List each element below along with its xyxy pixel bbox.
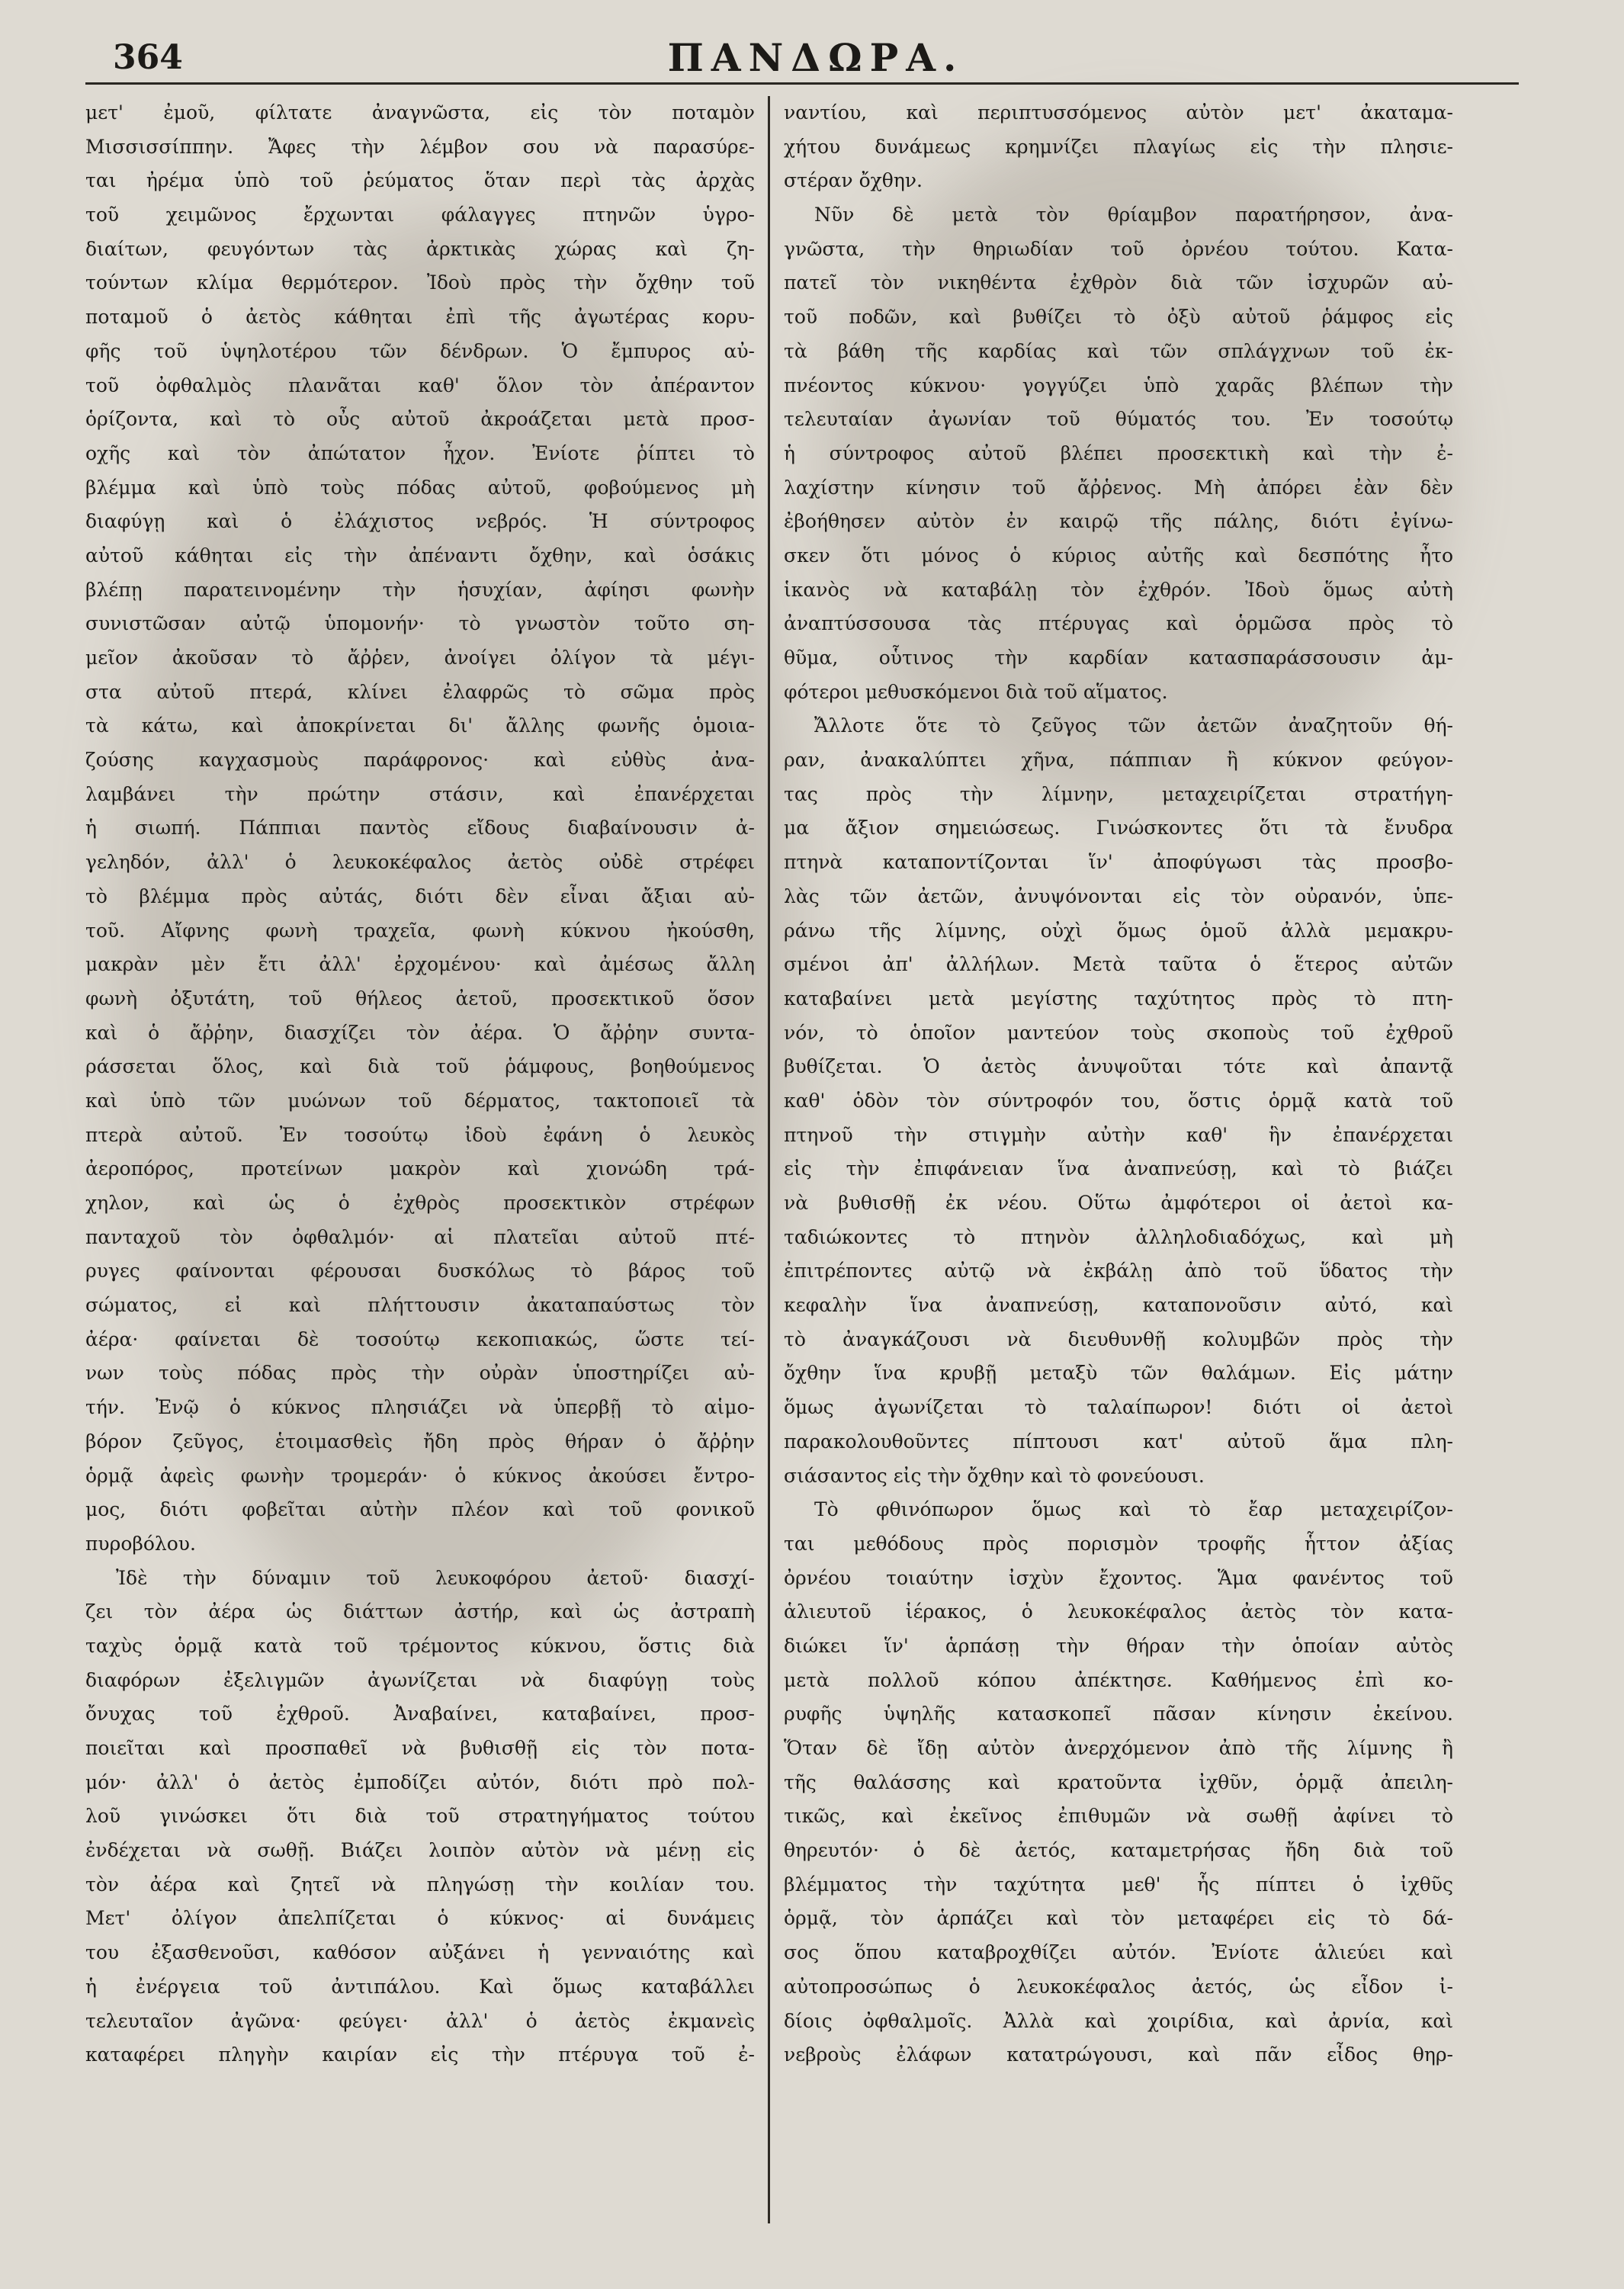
text-line: ται μεθόδους πρὸς πορισμὸν τροφῆς ἧττον ἀξίας [784,1532,1453,1555]
text-line: καταφέρει πληγὴν καιρίαν εἰς τὴν πτέρυγα τοῦ ἐ- [85,2043,755,2066]
text-line: σος ὅπου καταβροχθίζει αὐτόν. Ἐνίοτε ἁλιεύει καὶ [784,1941,1453,1964]
text-line: νεβροὺς ἐλάφων κατατρώγουσι, καὶ πᾶν εἶδος θηρ- [784,2043,1453,2066]
text-line: Τὸ φθινόπωρον ὅμως καὶ τὸ ἔαρ μεταχειρίζον- [814,1498,1453,1521]
text-line: πτηνοῦ τὴν στιγμὴν αὐτὴν καθ' ἣν ἐπανέρχεται [784,1123,1453,1146]
text-line: πανταχοῦ τὸν ὀφθαλμόν· αἱ πλατεῖαι αὐτοῦ πτέ- [85,1225,755,1248]
text-line: στα αὐτοῦ πτερά, κλίνει ἐλαφρῶς τὸ σῶμα πρὸς [85,680,755,703]
text-line: λοῦ γινώσκει ὅτι διὰ τοῦ στρατηγήματος τούτου [85,1805,755,1828]
text-line: Μετ' ὀλίγον ἀπελπίζεται ὁ κύκνος· αἱ δυνάμεις [85,1907,755,1930]
text-line: πυροβόλου. [85,1532,196,1555]
text-line: σώματος, εἰ καὶ πλήττουσιν ἀκαταπαύστως τὸν [85,1294,755,1317]
text-line: μεῖον ἀκοῦσαν τὸ ἄῤῥεν, ἀνοίγει ὀλίγον τὰ μέγι- [85,647,755,669]
column-divider [768,96,770,2223]
text-line: Ὅταν δὲ ἴδῃ αὐτὸν ἀνερχόμενον ἀπὸ τῆς λίμνης ἢ [784,1737,1453,1759]
left-column [85,96,755,2072]
text-line: παρακολουθοῦντες πίπτουσι κατ' αὐτοῦ ἅμα πλη- [784,1430,1453,1453]
text-line: βλέμμα καὶ ὑπὸ τοὺς πόδας αὐτοῦ, φοβούμενος μὴ [85,476,755,499]
text-line: νων τοὺς πόδας πρὸς τὴν οὐρὰν ὑποστηρίζει αὐ- [85,1362,755,1385]
right-column [784,96,1453,2072]
text-line: ὄχθην ἵνα κρυβῇ μεταξὺ τῶν θαλάμων. Εἰς μάτην [784,1362,1453,1385]
text-line: τούντων κλίμα θερμότερον. Ἰδοὺ πρὸς τὴν ὄχθην τοῦ [85,271,755,294]
text-line: ἀναπτύσσουσα τὰς πτέρυγας καὶ ὁρμῶσα πρὸς τὸ [784,612,1453,635]
text-line: τήν. Ἐνῷ ὁ κύκνος πλησιάζει νὰ ὑπερβῇ τὸ αἱμο- [85,1396,755,1419]
text-line: ἁλιευτοῦ ἱέρακος, ὁ λευκοκέφαλος ἀετὸς τὸν κατα- [784,1600,1453,1623]
text-line: στέραν ὄχθην. [784,169,923,192]
text-line: ἐβοήθησεν αὐτὸν ἐν καιρῷ τῆς πάλης, διότι ἐγίνω- [784,510,1453,533]
text-line: ράνω τῆς λίμνης, οὐχὶ ὅμως ὁμοῦ ἀλλὰ μεμακρυ- [784,919,1453,942]
text-line: ζούσης καγχασμοὺς παράφρονος· καὶ εὐθὺς ἀνα- [85,749,755,772]
text-line: Ἰδὲ τὴν δύναμιν τοῦ λευκοφόρου ἀετοῦ· διασχί- [116,1566,755,1589]
text-line: αὐτοῦ κάθηται εἰς τὴν ἀπέναντι ὄχθην, καὶ ὁσάκις [85,544,755,567]
text-line: θῦμα, οὗτινος τὴν καρδίαν κατασπαράσσουσιν ἀμ- [784,647,1453,669]
text-line: καὶ ὁ ἄῤῥην, διασχίζει τὸν ἀέρα. Ὁ ἄῤῥην συντα- [85,1021,755,1044]
text-line: εἰς τὴν ἐπιφάνειαν ἵνα ἀναπνεύσῃ, καὶ τὸ βιάζει [784,1157,1453,1180]
text-line: νὰ βυθισθῇ ἐκ νέου. Οὕτω ἀμφότεροι οἱ ἀετοὶ κα- [784,1192,1453,1214]
text-line: ταχὺς ὁρμᾷ κατὰ τοῦ τρέμοντος κύκνου, ὅστις διὰ [85,1634,755,1657]
text-line: χηλον, καὶ ὡς ὁ ἐχθρὸς προσεκτικὸν στρέφων [85,1192,755,1214]
text-line: διαφύγῃ καὶ ὁ ἐλάχιστος νεβρός. Ἡ σύντροφος [85,510,755,533]
text-line: καὶ ὑπὸ τῶν μυώνων τοῦ δέρματος, τακτοποιεῖ τὰ [85,1089,755,1112]
text-line: κεφαλὴν ἵνα ἀναπνεύσῃ, καταπονοῦσιν αὐτό, καὶ [784,1294,1453,1317]
header-rule [85,82,1519,85]
text-line: πτηνὰ καταποντίζονται ἵν' ἀποφύγωσι τὰς προσβο- [784,851,1453,874]
text-line: ρυγες φαίνονται φέρουσαι δυσκόλως τὸ βάρος τοῦ [85,1260,755,1283]
text-line: βλέπῃ παρατεινομένην τὴν ἡσυχίαν, ἀφίησι φωνὴν [85,578,755,601]
text-line: διώκει ἵν' ἁρπάσῃ τὴν θήραν τὴν ὁποίαν αὐτὸς [784,1634,1453,1657]
text-line: ρυφῆς ὑψηλῆς κατασκοπεῖ πᾶσαν κίνησιν ἐκείνου. [784,1703,1453,1726]
text-line: ἱκανὸς νὰ καταβάλῃ τὸν ἐχθρόν. Ἰδοὺ ὅμως αὐτὴ [784,578,1453,601]
text-line: τελευταίαν ἀγωνίαν τοῦ θύματός του. Ἐν τοσούτῳ [784,408,1453,431]
text-line: συνιστῶσαν αὐτῷ ὑπομονήν· τὸ γνωστὸν τοῦτο ση- [85,612,755,635]
running-title: ΠΑΝΔΩΡΑ. [667,35,964,80]
text-line: διαφόρων ἐξελιγμῶν ἀγωνίζεται νὰ διαφύγῃ τοὺς [85,1668,755,1691]
text-line: καταβαίνει μετὰ μεγίστης ταχύτητος πρὸς τὸ πτη- [784,987,1453,1010]
text-line: του ἐξασθενοῦσι, καθόσον αὐξάνει ἡ γενναιότης καὶ [85,1941,755,1964]
text-line: ὁρίζοντα, καὶ τὸ οὖς αὐτοῦ ἀκροάζεται μετὰ προσ- [85,408,755,431]
text-line: πνέοντος κύκνου· γογγύζει ὑπὸ χαρᾶς βλέπων τὴν [784,374,1453,396]
text-line: ἡ σιωπή. Πάππιαι παντὸς εἴδους διαβαίνουσιν ἀ- [85,817,755,840]
text-line: φωνὴ ὀξυτάτη, τοῦ θήλεος ἀετοῦ, προσεκτικοῦ ὅσον [85,987,755,1010]
page-header [99,30,1533,84]
text-line: θηρευτόν· ὁ δὲ ἀετός, καταμετρήσας ἤδη διὰ τοῦ [784,1839,1453,1862]
text-line: λαμβάνει τὴν πρώτην στάσιν, καὶ ἐπανέρχεται [85,782,755,805]
text-line: ράσσεται ὅλος, καὶ διὰ τοῦ ῥάμφους, βοηθούμενος [85,1055,755,1078]
text-line: βυθίζεται. Ὁ ἀετὸς ἀνυψοῦται τότε καὶ ἀπαντᾷ [784,1055,1453,1078]
text-line: ἀέρα· φαίνεται δὲ τοσούτῳ κεκοπιακώς, ὥστε τεί- [85,1327,755,1350]
text-line: γνῶστα, τὴν θηριωδίαν τοῦ ὀρνέου τούτου. Κατα- [784,237,1453,260]
text-line: ἡ ἐνέργεια τοῦ ἀντιπάλου. Καὶ ὅμως καταβάλλει [85,1975,755,1998]
text-line: βόρον ζεῦγος, ἑτοιμασθεὶς ἤδη πρὸς θήραν ὁ ἄῤῥην [85,1430,755,1453]
text-line: φότεροι μεθυσκόμενοι διὰ τοῦ αἵματος. [784,680,1168,703]
text-line: φῆς τοῦ ὑψηλοτέρου τῶν δένδρων. Ὁ ἔμπυρος αὐ- [85,339,755,362]
text-line: Ἄλλοτε ὅτε τὸ ζεῦγος τῶν ἀετῶν ἀναζητοῦν θή- [814,714,1453,737]
text-line: δίοις ὀφθαλμοῖς. Ἀλλὰ καὶ χοιρίδια, καὶ ἀρνία, καὶ [784,2009,1453,2032]
text-line: τὰ βάθη τῆς καρδίας καὶ τῶν σπλάγχνων τοῦ ἐκ- [784,339,1453,362]
text-line: τοῦ χειμῶνος ἔρχωνται φάλαγγες πτηνῶν ὑγρο- [85,204,755,226]
text-line: ποιεῖται καὶ προσπαθεῖ νὰ βυθισθῇ εἰς τὸν ποτα- [85,1737,755,1759]
page-number: 364 [113,38,183,77]
text-line: ταδιώκοντες τὸ πτηνὸν ἀλληλοδιαδόχως, καὶ μὴ [784,1225,1453,1248]
text-line: ται ἠρέμα ὑπὸ τοῦ ῥεύματος ὅταν περὶ τὰς ἀρχὰς [85,169,755,192]
text-line: ὄνυχας τοῦ ἐχθροῦ. Ἀναβαίνει, καταβαίνει, προσ- [85,1703,755,1726]
text-line: λαχίστην κίνησιν τοῦ ἄῤῥενος. Μὴ ἀπόρει ἐὰν δὲν [784,476,1453,499]
text-line: σμένοι ἀπ' ἀλλήλων. Μετὰ ταῦτα ὁ ἕτερος αὐτῶν [784,953,1453,976]
text-line: λὰς τῶν ἀετῶν, ἀνυψόνονται εἰς τὸν οὐρανόν, ὑπε- [784,884,1453,907]
text-line: ἐνδέχεται νὰ σωθῇ. Βιάζει λοιπὸν αὐτὸν νὰ μένῃ εἰς [85,1839,755,1862]
text-line: τὸ βλέμμα πρὸς αὐτάς, διότι δὲν εἶναι ἄξιαι αὐ- [85,884,755,907]
text-line: Νῦν δὲ μετὰ τὸν θρίαμβον παρατήρησον, ἀνα- [814,204,1453,226]
text-line: διαίτων, φευγόντων τὰς ἀρκτικὰς χώρας καὶ ζη- [85,237,755,260]
text-line: αὐτοπροσώπως ὁ λευκοκέφαλος ἀετός, ὡς εἶδον ἰ- [784,1975,1453,1998]
text-line: σιάσαντος εἰς τὴν ὄχθην καὶ τὸ φονεύουσι. [784,1464,1205,1487]
text-line: μος, διότι φοβεῖται αὐτὴν πλέον καὶ τοῦ φονικοῦ [85,1498,755,1521]
text-line: πτερὰ αὐτοῦ. Ἐν τοσούτῳ ἰδοὺ ἐφάνη ὁ λευκὸς [85,1123,755,1146]
text-line: τικῶς, καὶ ἐκεῖνος ἐπιθυμῶν νὰ σωθῇ ἀφίνει τὸ [784,1805,1453,1828]
text-line: τελευταῖον ἀγῶνα· φεύγει· ἀλλ' ὁ ἀετὸς ἐκμανεὶς [85,2009,755,2032]
text-line: βλέμματος τὴν ταχύτητα μεθ' ἧς πίπτει ὁ ἰχθῦς [784,1873,1453,1896]
text-line: καθ' ὁδὸν τὸν σύντροφόν του, ὅστις ὁρμᾷ κατὰ τοῦ [784,1089,1453,1112]
text-line: τὰ κάτω, καὶ ἀποκρίνεται δι' ἄλλης φωνῆς ὁμοια- [85,714,755,737]
text-line: τας πρὸς τὴν λίμνην, μεταχειρίζεται στρατήγη- [784,782,1453,805]
text-line: τοῦ ὀφθαλμὸς πλανᾶται καθ' ὅλον τὸν ἀπέραντον [85,374,755,396]
text-line: μακρὰν μὲν ἔτι ἀλλ' ἐρχομένου· καὶ ἀμέσως ἄλλη [85,953,755,976]
text-line: ὀρνέου τοιαύτην ἰσχὺν ἔχοντος. Ἅμα φανέντος τοῦ [784,1566,1453,1589]
text-line: τὸν ἀέρα καὶ ζητεῖ νὰ πληγώσῃ τὴν κοιλίαν του. [85,1873,755,1896]
text-line: νόν, τὸ ὁποῖον μαντεύον τοὺς σκοποὺς τοῦ ἐχθροῦ [784,1021,1453,1044]
text-line: ὁρμᾷ ἀφεὶς φωνὴν τρομεράν· ὁ κύκνος ἀκούσει ἔντρο- [85,1464,755,1487]
text-line: ναντίου, καὶ περιπτυσσόμενος αὐτὸν μετ' ἀκαταμα- [784,101,1453,124]
text-line: ποταμοῦ ὁ ἀετὸς κάθηται ἐπὶ τῆς ἀγωτέρας κορυ- [85,306,755,329]
text-line: πατεῖ τὸν νικηθέντα ἐχθρὸν διὰ τῶν ἰσχυρῶν αὐ- [784,271,1453,294]
text-line: Μισσισσίππην. Ἄφες τὴν λέμβον σου νὰ παρασύρε- [85,135,755,158]
text-line: μόν· ἀλλ' ὁ ἀετὸς ἐμποδίζει αὐτόν, διότι πρὸ πολ- [85,1771,755,1793]
text-line: σκεν ὅτι μόνος ὁ κύριος αὐτῆς καὶ δεσπότης ἦτο [784,544,1453,567]
text-line: ἀεροπόρος, προτείνων μακρὸν καὶ χιονώδη τρά- [85,1157,755,1180]
text-line: οχῆς καὶ τὸν ἀπώτατον ἦχον. Ἐνίοτε ῥίπτει τὸ [85,441,755,464]
text-line: μα ἄξιον σημειώσεως. Γινώσκοντες ὅτι τὰ ἔνυδρα [784,817,1453,840]
text-line: ἡ σύντροφος αὐτοῦ βλέπει προσεκτικὴ καὶ τὴν ἐ- [784,441,1453,464]
text-line: γεληδόν, ἀλλ' ὁ λευκοκέφαλος ἀετὸς οὐδὲ στρέφει [85,851,755,874]
text-line: μετὰ πολλοῦ κόπου ἀπέκτησε. Καθήμενος ἐπὶ κο- [784,1668,1453,1691]
text-line: τῆς θαλάσσης καὶ κρατοῦντα ἰχθῦν, ὁρμᾷ ἀπειλη- [784,1771,1453,1793]
text-line: ζει τὸν ἀέρα ὡς διάττων ἀστήρ, καὶ ὡς ἀστραπὴ [85,1600,755,1623]
text-line: τοῦ. Αἴφνης φωνὴ τραχεῖα, φωνὴ κύκνου ἠκούσθη, [85,919,755,942]
text-line: μετ' ἐμοῦ, φίλτατε ἀναγνῶστα, εἰς τὸν ποταμὸν [85,101,755,124]
text-line: ὅμως ἀγωνίζεται τὸ ταλαίπωρον! διότι οἱ ἀετοὶ [784,1396,1453,1419]
text-line: ὁρμᾷ, τὸν ἁρπάζει καὶ τὸν μεταφέρει εἰς τὸ δά- [784,1907,1453,1930]
text-line: τοῦ ποδῶν, καὶ βυθίζει τὸ ὀξὺ αὐτοῦ ῥάμφος εἰς [784,306,1453,329]
text-line: ραν, ἀνακαλύπτει χῆνα, πάππιαν ἢ κύκνον φεύγον- [784,749,1453,772]
text-line: τὸ ἀναγκάζουσι νὰ διευθυνθῇ κολυμβῶν πρὸς τὴν [784,1327,1453,1350]
text-line: χήτου δυνάμεως κρημνίζει πλαγίως εἰς τὴν πλησιε- [784,135,1453,158]
text-line: ἐπιτρέποντες αὐτῷ νὰ ἐκβάλῃ ἀπὸ τοῦ ὕδατος τὴν [784,1260,1453,1283]
